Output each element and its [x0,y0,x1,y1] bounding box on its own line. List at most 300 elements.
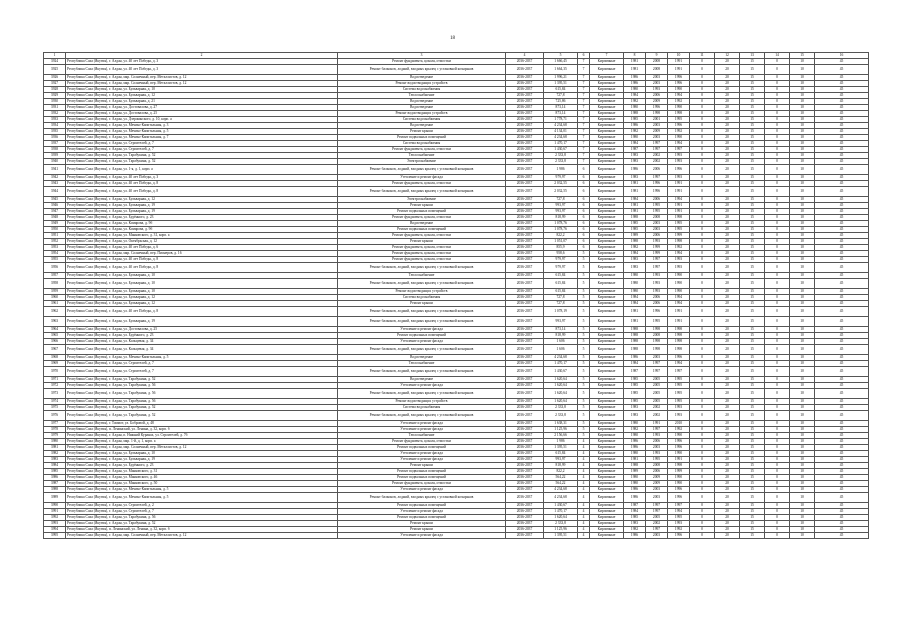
value-cell: 20 [715,307,740,317]
work-type-cell: Ремонт подвальных помещений [338,135,506,141]
value-cell: 20 [715,289,740,295]
value-cell: 15 [740,129,765,135]
period-cell: 2036-2037 [506,279,544,289]
year-built-cell: 1980 [624,289,646,295]
value-cell: 0 [690,147,715,153]
wall-material-cell: Кирпичные [590,279,624,289]
table-row [44,317,869,327]
year-cell: 1996 [668,445,690,451]
row-number-cell: 3995 [44,533,66,539]
value-cell: 45 [815,295,869,301]
work-type-cell: Ремонт балконов, лоджий, входных крылец с установкой козырьков [338,187,506,197]
value-cell: 0 [765,427,790,433]
value-cell: 15 [740,105,765,111]
value-cell: 10 [790,521,815,527]
year-cell: 1996 [646,307,668,317]
count-cell: 4 [578,509,590,515]
year-cell: 2008 [646,65,668,75]
value-cell: 15 [740,65,765,75]
cost-cell: 1 395,51 [544,533,578,539]
year-cell: 1993 [668,257,690,263]
address-cell: Республика Саха (Якутия), г. Алдан, ул. Маяковского, д. 46 [66,475,338,481]
cost-cell: 1 078,76 [544,221,578,227]
cost-cell: 564,22 [544,481,578,487]
count-cell: 5 [578,355,590,361]
address-cell: Республика Саха (Якутия), г. Алдан, ул. Бульварная, д. 10 [66,289,338,295]
address-cell: Республика Саха (Якутия), г. Алдан, ул. Строителей, д. 7 [66,147,338,153]
year-cell: 2009 [646,129,668,135]
count-cell: 5 [578,377,590,383]
wall-material-cell: Кирпичные [590,503,624,509]
count-cell: 7 [578,111,590,117]
row-number-cell: 3988 [44,487,66,493]
cost-cell: 818,99 [544,333,578,339]
value-cell: 20 [715,135,740,141]
row-number-cell: 3982 [44,451,66,457]
value-cell: 0 [765,117,790,123]
year-built-cell: 1985 [624,399,646,405]
year-cell: 2003 [646,221,668,227]
value-cell: 10 [790,301,815,307]
count-cell: 5 [578,421,590,427]
work-type-cell: Система водоснабжения [338,405,506,411]
value-cell: 0 [765,307,790,317]
year-cell: 1997 [668,367,690,377]
wall-material-cell: Кирпичные [590,233,624,239]
value-cell: 0 [690,87,715,93]
address-cell: Республика Саха (Якутия), г. Алдан, ул. Бульварная, д. 10 [66,279,338,289]
count-cell: 5 [578,279,590,289]
row-number-cell: 3965 [44,333,66,339]
year-cell: 1997 [646,367,668,377]
year-built-cell: 1981 [624,65,646,75]
wall-material-cell: Кирпичные [590,427,624,433]
value-cell: 45 [815,515,869,521]
wall-material-cell: Кирпичные [590,147,624,153]
value-cell: 0 [765,377,790,383]
wall-material-cell: Кирпичные [590,105,624,111]
value-cell: 0 [690,503,715,509]
value-cell: 15 [740,503,765,509]
work-type-cell: Утепление и ремонт фасада [338,383,506,389]
year-built-cell: 1986 [624,493,646,503]
address-cell: Республика Саха (Якутия), г. Алдан, ул. Мечико-Капитальная, д. 5 [66,493,338,503]
period-cell: 2036-2037 [506,187,544,197]
year-cell: 1998 [668,215,690,221]
value-cell: 15 [740,289,765,295]
column-number-header: 10 [668,53,690,59]
row-number-cell: 3931 [44,105,66,111]
year-cell: 1999 [646,251,668,257]
value-cell: 20 [715,263,740,273]
value-cell: 0 [690,153,715,159]
address-cell: Республика Саха (Якутия), г. Алдан, ул. Бульварная, д. 19 [66,209,338,215]
value-cell: 45 [815,181,869,187]
address-cell: Республика Саха (Якутия), г. Алдан, ул. Достовалова, д. 25 [66,327,338,333]
value-cell: 10 [790,197,815,203]
work-type-cell: Ремонт фундамента, цоколя, отмостки [338,233,506,239]
year-cell: 1993 [646,239,668,245]
value-cell: 0 [765,475,790,481]
count-cell: 4 [578,521,590,527]
wall-material-cell: Кирпичные [590,481,624,487]
value-cell: 45 [815,469,869,475]
year-cell: 1995 [668,515,690,521]
value-cell: 45 [815,59,869,65]
count-cell: 7 [578,59,590,65]
value-cell: 10 [790,345,815,355]
value-cell: 20 [715,445,740,451]
value-cell: 45 [815,411,869,421]
row-number-cell: 3956 [44,263,66,273]
work-type-cell: Ремонт подвальных помещений [338,475,506,481]
wall-material-cell: Кирпичные [590,389,624,399]
work-type-cell: Электроснабжение [338,159,506,165]
year-built-cell: 1980 [624,105,646,111]
value-cell: 0 [690,411,715,421]
value-cell: 0 [690,317,715,327]
value-cell: 45 [815,153,869,159]
count-cell: 5 [578,307,590,317]
value-cell: 15 [740,527,765,533]
address-cell: Республика Саха (Якутия), г. Алдан, ул. Мечико-Капитальная, д. 5 [66,355,338,361]
row-number-cell: 3949 [44,221,66,227]
count-cell: 4 [578,481,590,487]
wall-material-cell: Кирпичные [590,175,624,181]
value-cell: 0 [765,355,790,361]
column-number-header: 3 [338,53,506,59]
work-type-cell: Ремонт балконов, лоджий, входных крылец с установкой козырьков [338,307,506,317]
row-number-cell: 3976 [44,411,66,421]
year-cell: 1997 [646,527,668,533]
address-cell: Республика Саха (Якутия), г. Алдан, ул. Бульварная, д. 12 [66,197,338,203]
value-cell: 0 [690,141,715,147]
value-cell: 45 [815,75,869,81]
value-cell: 0 [765,65,790,75]
year-cell: 1992 [668,99,690,105]
year-built-cell: 1984 [624,251,646,257]
wall-material-cell: Кирпичные [590,181,624,187]
year-built-cell: 1981 [624,457,646,463]
row-number-cell: 3941 [44,165,66,175]
period-cell: 2036-2037 [506,451,544,457]
value-cell: 15 [740,487,765,493]
year-cell: 2006 [646,93,668,99]
value-cell: 20 [715,165,740,175]
row-number-cell: 3957 [44,273,66,279]
period-cell: 2036-2037 [506,383,544,389]
address-cell: Республика Саха (Якутия), г. Алдан, ул. Тарабукина, д. 52 [66,405,338,411]
wall-material-cell: Кирпичные [590,221,624,227]
year-cell: 1993 [646,451,668,457]
row-number-cell: 3971 [44,377,66,383]
year-built-cell: 1986 [624,81,646,87]
address-cell: Республика Саха (Якутия), г. Алдан, ул. Строителей, д. 7 [66,367,338,377]
work-type-cell: Ремонт фундамента, цоколя, отмостки [338,181,506,187]
value-cell: 10 [790,295,815,301]
value-cell: 0 [690,463,715,469]
value-cell: 45 [815,239,869,245]
wall-material-cell: Кирпичные [590,533,624,539]
value-cell: 15 [740,317,765,327]
table-row [44,307,869,317]
value-cell: 0 [765,227,790,233]
period-cell: 2036-2037 [506,295,544,301]
count-cell: 5 [578,295,590,301]
value-cell: 10 [790,175,815,181]
year-built-cell: 1984 [624,93,646,99]
table-row [44,389,869,399]
count-cell: 5 [578,333,590,339]
year-cell: 2002 [646,411,668,421]
value-cell: 0 [765,451,790,457]
value-cell: 0 [765,99,790,105]
year-built-cell: 1986 [624,165,646,175]
value-cell: 20 [715,153,740,159]
period-cell: 2036-2037 [506,521,544,527]
value-cell: 10 [790,117,815,123]
cost-cell: 1 430,67 [544,147,578,153]
cost-cell: 1 996,21 [544,75,578,81]
wall-material-cell: Кирпичные [590,87,624,93]
wall-material-cell: Кирпичные [590,153,624,159]
value-cell: 15 [740,515,765,521]
table-row [44,411,869,421]
work-type-cell: Система водоснабжения [338,141,506,147]
value-cell: 20 [715,181,740,187]
value-cell: 0 [765,361,790,367]
count-cell: 4 [578,487,590,493]
value-cell: 10 [790,289,815,295]
value-cell: 20 [715,439,740,445]
year-built-cell: 1986 [624,533,646,539]
value-cell: 45 [815,245,869,251]
count-cell: 7 [578,129,590,135]
year-built-cell: 1981 [624,203,646,209]
value-cell: 45 [815,263,869,273]
row-number-cell: 3980 [44,439,66,445]
address-cell: Республика Саха (Якутия), г. Алдан, п. Нижний Куранах, ул. Строителей, д. 7б [66,433,338,439]
year-cell: 1998 [668,333,690,339]
wall-material-cell: Кирпичные [590,239,624,245]
year-cell: 1996 [668,81,690,87]
row-number-cell: 3954 [44,251,66,257]
year-cell: 1993 [668,405,690,411]
period-cell: 2036-2037 [506,405,544,411]
value-cell: 0 [690,405,715,411]
work-type-cell: Ремонт крыши [338,521,506,527]
period-cell: 2036-2037 [506,215,544,221]
value-cell: 0 [765,123,790,129]
cost-cell: 1 470,17 [544,141,578,147]
year-cell: 1991 [646,421,668,427]
count-cell: 7 [578,65,590,75]
value-cell: 15 [740,301,765,307]
year-built-cell: 1985 [624,221,646,227]
value-cell: 15 [740,327,765,333]
value-cell: 20 [715,469,740,475]
year-cell: 1993 [646,289,668,295]
period-cell: 2036-2037 [506,445,544,451]
value-cell: 0 [765,289,790,295]
wall-material-cell: Кирпичные [590,327,624,333]
value-cell: 10 [790,481,815,487]
capital-repair-table [43,52,869,539]
year-built-cell: 1988 [624,333,646,339]
year-cell: 2009 [646,475,668,481]
wall-material-cell: Кирпичные [590,527,624,533]
year-cell: 2003 [646,227,668,233]
value-cell: 45 [815,99,869,105]
cost-cell: 2 156,66 [544,433,578,439]
row-number-cell: 3992 [44,515,66,521]
value-cell: 10 [790,439,815,445]
value-cell: 15 [740,481,765,487]
value-cell: 45 [815,427,869,433]
wall-material-cell: Кирпичные [590,399,624,405]
value-cell: 15 [740,367,765,377]
value-cell: 0 [765,439,790,445]
value-cell: 0 [690,279,715,289]
wall-material-cell: Кирпичные [590,111,624,117]
year-cell: 1990 [668,481,690,487]
year-cell: 1999 [646,245,668,251]
period-cell: 2036-2037 [506,463,544,469]
year-cell: 1990 [668,135,690,141]
value-cell: 0 [690,389,715,399]
year-built-cell: 1980 [624,87,646,93]
wall-material-cell: Кирпичные [590,457,624,463]
cost-cell: 1 606 [544,339,578,345]
count-cell: 5 [578,405,590,411]
value-cell: 0 [765,295,790,301]
count-cell: 5 [578,327,590,333]
row-number-cell: 3948 [44,215,66,221]
year-cell: 1997 [646,361,668,367]
value-cell: 15 [740,377,765,383]
work-type-cell: Ремонт подвальных помещений [338,469,506,475]
value-cell: 20 [715,111,740,117]
cost-cell: 727,8 [544,295,578,301]
period-cell: 2036-2037 [506,533,544,539]
year-cell: 2006 [646,233,668,239]
value-cell: 10 [790,487,815,493]
year-cell: 1995 [668,227,690,233]
value-cell: 10 [790,141,815,147]
value-cell: 20 [715,493,740,503]
value-cell: 45 [815,117,869,123]
address-cell: Республика Саха (Якутия), г. Алдан, ул. Строителей, д. 7 [66,361,338,367]
address-cell: Республика Саха (Якутия), г. Алдан, ул. Маяковского, д. 31 [66,469,338,475]
work-type-cell: Утепление и ремонт фасада [338,533,506,539]
value-cell: 20 [715,481,740,487]
count-cell: 6 [578,215,590,221]
value-cell: 45 [815,147,869,153]
value-cell: 0 [765,59,790,65]
value-cell: 15 [740,251,765,257]
table-row [44,187,869,197]
period-cell: 2036-2037 [506,333,544,339]
year-cell: 1994 [668,197,690,203]
period-cell: 2036-2037 [506,345,544,355]
value-cell: 20 [715,345,740,355]
period-cell: 2036-2037 [506,141,544,147]
value-cell: 15 [740,463,765,469]
row-number-cell: 3964 [44,327,66,333]
value-cell: 20 [715,389,740,399]
year-cell: 1991 [668,203,690,209]
value-cell: 45 [815,345,869,355]
wall-material-cell: Кирпичные [590,135,624,141]
count-cell: 4 [578,475,590,481]
column-number-header: 8 [624,53,646,59]
year-cell: 1995 [668,221,690,227]
period-cell: 2036-2037 [506,251,544,257]
cost-cell: 1 666,45 [544,59,578,65]
value-cell: 0 [765,333,790,339]
value-cell: 15 [740,307,765,317]
value-cell: 0 [690,533,715,539]
value-cell: 0 [765,245,790,251]
value-cell: 10 [790,515,815,521]
count-cell: 6 [578,239,590,245]
year-built-cell: 1981 [624,317,646,327]
cost-cell: 873,14 [544,105,578,111]
value-cell: 10 [790,339,815,345]
value-cell: 15 [740,345,765,355]
value-cell: 0 [765,457,790,463]
year-cell: 1993 [668,175,690,181]
year-cell: 1996 [668,355,690,361]
value-cell: 0 [765,175,790,181]
count-cell: 5 [578,411,590,421]
value-cell: 0 [765,317,790,327]
year-cell: 1990 [668,475,690,481]
row-number-cell: 3990 [44,503,66,509]
year-cell: 2008 [646,59,668,65]
value-cell: 0 [690,445,715,451]
work-type-cell: Ремонт фундамента, цоколя, отмостки [338,251,506,257]
address-cell: Республика Саха (Якутия), г. Алдан, ул. Комарова, д. 9б [66,227,338,233]
value-cell: 20 [715,521,740,527]
value-cell: 45 [815,377,869,383]
value-cell: 45 [815,209,869,215]
row-number-cell: 3985 [44,469,66,475]
count-cell: 5 [578,301,590,307]
year-built-cell: 1982 [624,527,646,533]
year-built-cell: 1987 [624,147,646,153]
value-cell: 45 [815,159,869,165]
year-built-cell: 1984 [624,141,646,147]
value-cell: 10 [790,99,815,105]
year-cell: 1993 [668,159,690,165]
value-cell: 45 [815,361,869,367]
year-cell: 1996 [646,105,668,111]
value-cell: 45 [815,463,869,469]
value-cell: 10 [790,239,815,245]
value-cell: 20 [715,117,740,123]
count-cell: 4 [578,527,590,533]
value-cell: 15 [740,221,765,227]
value-cell: 0 [765,197,790,203]
row-number-cell: 3926 [44,75,66,81]
year-cell: 1996 [668,487,690,493]
period-cell: 2036-2037 [506,239,544,245]
value-cell: 0 [765,203,790,209]
year-cell: 1999 [668,233,690,239]
value-cell: 15 [740,215,765,221]
year-built-cell: 1985 [624,377,646,383]
